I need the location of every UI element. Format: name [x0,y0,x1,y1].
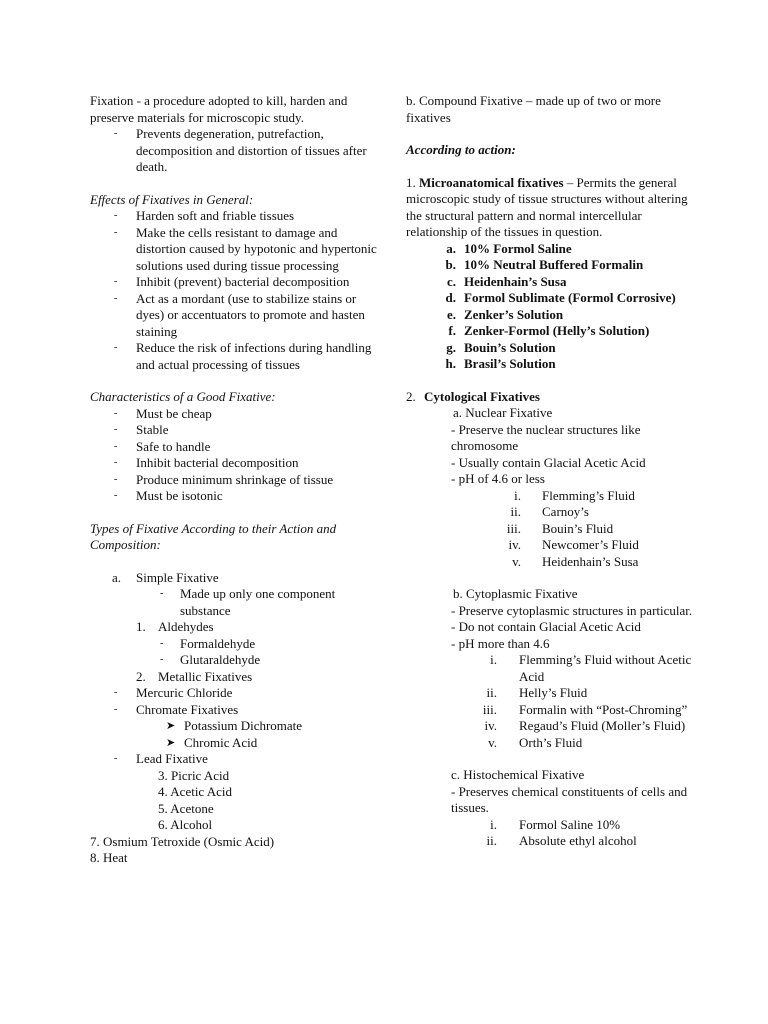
numbered-item: 7. Osmium Tetroxide (Osmic Acid) [90,833,275,849]
aldehydes-item: 1. Aldehydes [136,619,214,634]
numbered-item: 5. Acetone [158,800,214,816]
numbered-item: 4. Acetic Acid [158,784,233,799]
simple-fixative-desc: - Made up only one component substance [160,586,336,618]
arrow-bullet-icon: ➤ [166,736,176,749]
aldehyde-subitem: - Glutaraldehyde [160,652,261,667]
numbered-item: 8. Heat [90,850,128,865]
left-column [90,93,380,867]
nuclear-fixative-item: ii. Carnoy’s [510,504,589,519]
cytoplasmic-fixative-item: v. Orth’s Fluid [488,734,583,750]
nuclear-fixative-section [406,405,706,850]
cytoplasmic-fixative-item: ii. Helly’s Fluid [486,685,588,700]
cytoplasmic-fixative-item: iii. Formalin with “Post-Chroming” [482,701,688,717]
cytoplasmic-fixative-line: - pH more than 4.6 [451,635,550,651]
effects-heading: Effects of Fixatives in General: [90,191,254,207]
types-heading: Types of Fixative According to their Action and Composition: [90,520,337,552]
characteristics-item: - Stable [114,422,169,437]
nuclear-fixative-line: - Preserve the nuclear structures like chromosome [451,421,641,453]
cytoplasmic-fixative-item: iv. Regaud’s Fluid (Moller’s Fluid) [484,718,686,733]
simple-fixative: a. Simple Fixative [112,569,219,585]
numbered-item: 6. Alcohol [158,817,213,832]
intro-bullet: - Prevents degeneration, putrefaction, decomposition and distortion of tissues after death. [114,126,367,174]
characteristics-item: - Inhibit bacterial decomposition [114,455,299,470]
microanatomical-fixatives: 1. Microanatomical fixatives – Permits the general microscopic study of tissue structures without altering the structural pattern and normal intercellular relationship of the tissues in question. [406,174,688,239]
lead-item: - Lead Fixative [114,751,208,766]
microanatomical-item: f. Zenker-Formol (Helly’s Solution) [448,323,650,338]
histochemical-fixative-title: c. Histochemical Fixative [451,767,585,782]
microanatomical-item: g. Bouin’s Solution [446,339,556,355]
fixation-definition: Fixation - a procedure adopted to kill, harden and preserve materials for microscopic study. [90,93,348,125]
microanatomical-item: c. Heidenhain’s Susa [446,273,567,289]
effects-item: - Reduce the risk of infections during handling and actual processing of tissues [114,340,372,372]
histochemical-fixative-line: - Preserves chemical constituents of cells and tissues. [451,783,688,815]
histochemical-fixative-item: ii. Absolute ethyl alcohol [486,833,637,848]
nuclear-fixative-line: - Usually contain Glacial Acetic Acid [451,454,646,470]
effects-item: - Inhibit (prevent) bacterial decomposition [114,274,350,289]
aldehyde-subitem: - Formaldehyde [160,635,256,651]
cytoplasmic-fixative-item: i. Flemming’s Fluid without Acetic Acid [490,652,692,684]
action-heading: According to action: [406,142,516,157]
nuclear-fixative-line: - pH of 4.6 or less [451,471,545,486]
nuclear-fixative-item: iii. Bouin’s Fluid [506,520,614,536]
nuclear-fixative-title: a. Nuclear Fixative [453,405,553,420]
effects-item: - Make the cells resistant to damage and distortion caused by hypotonic and hypertonic solutions used during tissue processing [114,224,377,273]
numbered-item: 3. Picric Acid [158,767,230,783]
compound-fixative: b. Compound Fixative – made up of two or more fixatives [406,93,661,125]
characteristics-heading: Characteristics of a Good Fixative: [90,389,276,404]
characteristics-item: - Must be isotonic [114,488,223,503]
cytoplasmic-fixative-line: - Preserve cytoplasmic structures in particular. [451,602,693,618]
nuclear-fixative-item: v. Heidenhain’s Susa [512,553,639,569]
cytological-fixatives: 2. Cytological Fixatives [406,388,540,404]
nuclear-fixative-item: iv. Newcomer’s Fluid [508,537,639,552]
microanatomical-item: a. 10% Formol Saline [446,240,572,256]
effects-item: - Act as a mordant (use to stabilize stains or dyes) or accentuators to promote and hasten staining [114,290,365,339]
characteristics-item: - Produce minimum shrinkage of tissue [114,471,334,487]
cytoplasmic-fixative-title: b. Cytoplasmic Fixative [453,586,578,601]
microanatomical-item: b. 10% Neutral Buffered Formalin [445,257,644,272]
metallic-item: 2. Metallic Fixatives [136,668,253,684]
right-column [406,93,706,850]
chromate-subitem: ➤ Chromic Acid [166,734,258,750]
histochemical-fixative-item: i. Formol Saline 10% [490,816,621,832]
microanatomical-item: d. Formol Sublimate (Formol Corrosive) [445,290,676,305]
cytoplasmic-fixative-line: - Do not contain Glacial Acetic Acid [451,619,641,634]
microanatomical-item: e. Zenker’s Solution [446,306,564,322]
characteristics-item: - Must be cheap [114,405,212,421]
nuclear-fixative-item: i. Flemming’s Fluid [514,487,635,503]
effects-item: - Harden soft and friable tissues [114,208,295,223]
chromate-subitem: ➤ Potassium Dichromate [166,718,303,733]
characteristics-item: - Safe to handle [114,438,211,454]
microanatomical-item: h. Brasil’s Solution [445,356,556,371]
chromate-item: - Chromate Fixatives [114,701,239,717]
mercuric-item: - Mercuric Chloride [114,685,233,700]
arrow-bullet-icon: ➤ [166,720,176,732]
